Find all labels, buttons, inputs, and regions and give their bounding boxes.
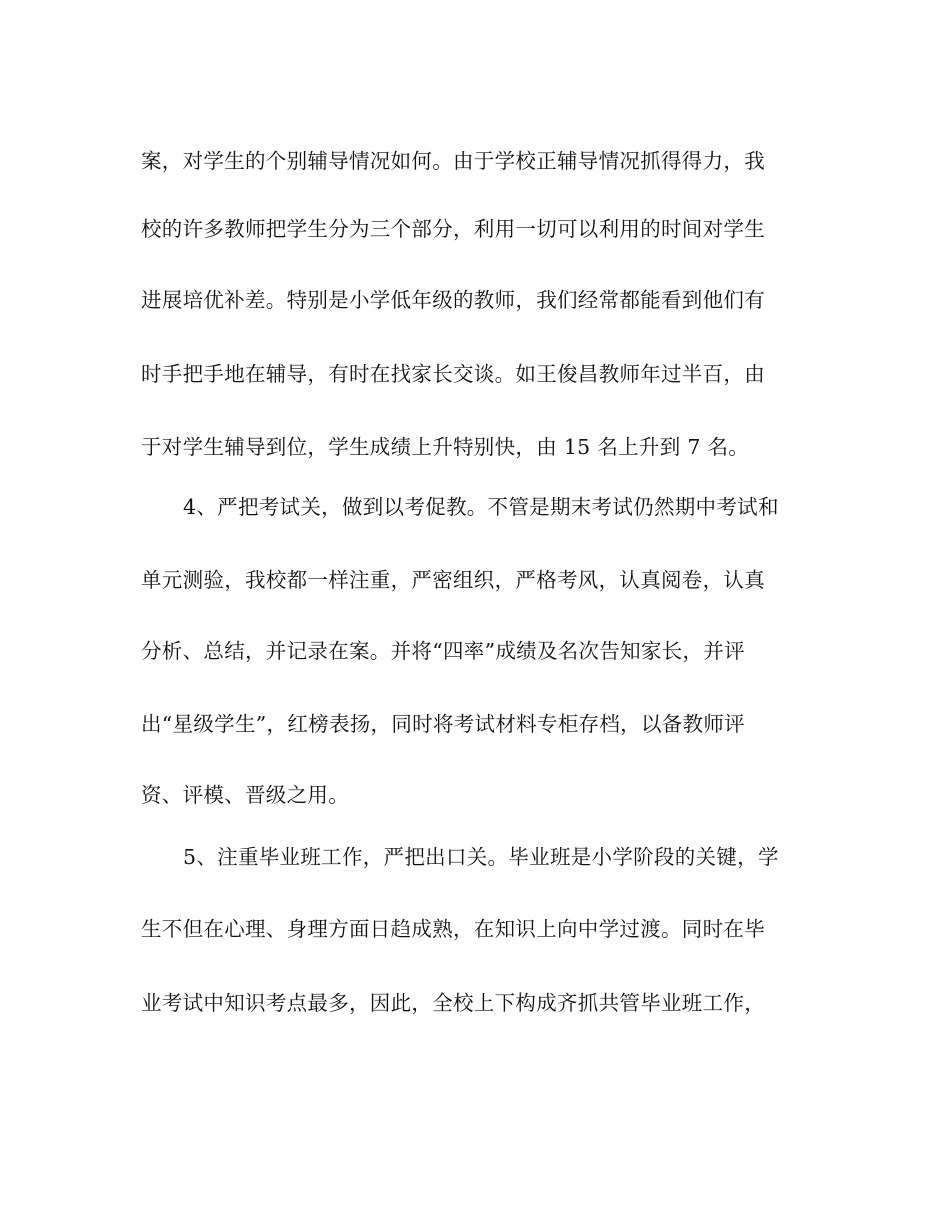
text-line: 资、评模、晋级之用。: [141, 783, 349, 807]
text-line: 校的许多教师把学生分为三个部分，利用一切可以利用的时间对学生: [141, 217, 765, 241]
text-line: 分析、总结，并记录在案。并将“四率”成绩及名次告知家长，并评: [141, 639, 745, 663]
paragraph-5-start: 5、注重毕业班工作，严把出口关。毕业班是小学阶段的关键，学: [183, 845, 779, 869]
text-line: 进展培优补差。特别是小学低年级的教师，我们经常都能看到他们有: [141, 288, 765, 312]
text-line: 业考试中知识考点最多，因此，全校上下构成齐抓共管毕业班工作，: [141, 991, 765, 1015]
paragraph-4-start: 4、严把考试关，做到以考促教。不管是期末考试仍然期中考试和: [183, 495, 779, 519]
text-line: 案，对学生的个别辅导情况如何。由于学校正辅导情况抓得得力，我: [141, 149, 765, 173]
text-line: 于对学生辅导到位，学生成绩上升特别快，由 15 名上升到 7 名。: [141, 435, 750, 459]
text-line: 出“星级学生”，红榜表扬，同时将考试材料专柜存档，以备教师评: [141, 712, 745, 736]
text-line: 时手把手地在辅导，有时在找家长交谈。如王俊昌教师年过半百，由: [141, 362, 765, 386]
text-line: 单元测验，我校都一样注重，严密组织，严格考风，认真阅卷，认真: [141, 568, 765, 592]
text-line: 生不但在心理、身理方面日趋成熟，在知识上向中学过渡。同时在毕: [141, 917, 765, 941]
